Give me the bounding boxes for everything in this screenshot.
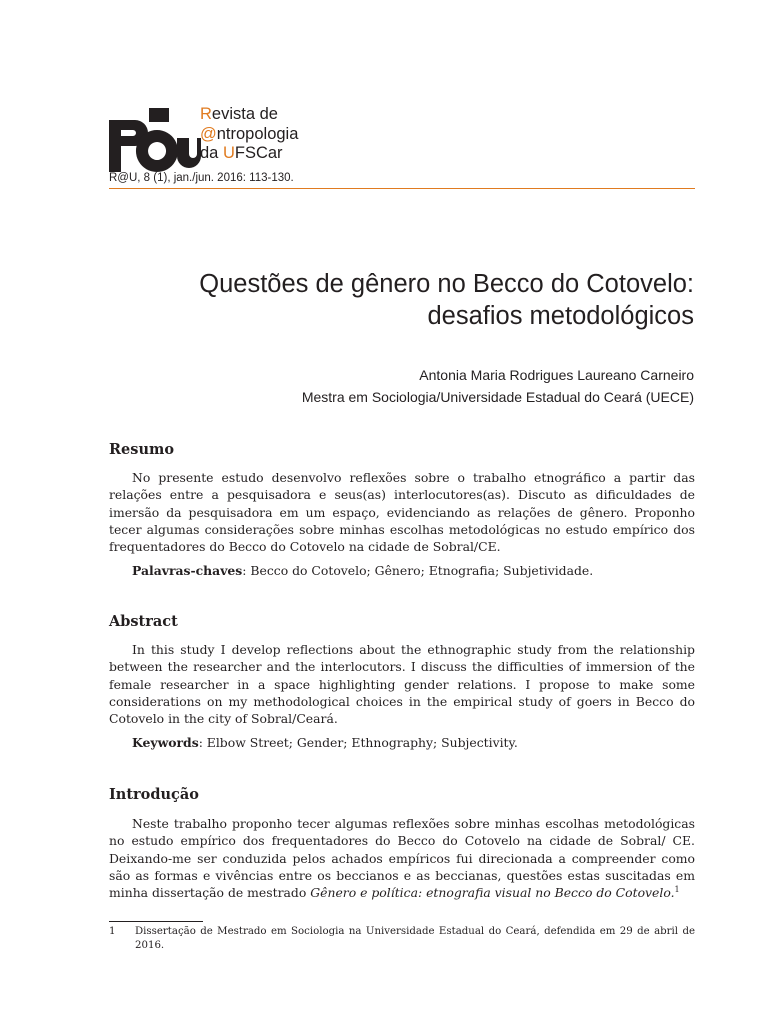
journal-logo xyxy=(109,108,201,172)
journal-line3-pre: da xyxy=(200,144,223,162)
author-affiliation: Mestra em Sociologia/Universidade Estadual do Ceará (UECE) xyxy=(301,389,694,405)
abstract-keywords-value: : Elbow Street; Gender; Ethnography; Subjectivity. xyxy=(198,735,518,750)
dissertation-title-end: . xyxy=(670,885,675,901)
journal-line2: ntropologia xyxy=(216,124,299,143)
journal-line3: FSCar xyxy=(234,144,283,162)
resumo-keywords xyxy=(132,562,695,579)
footnote-ref[interactable]: 1 xyxy=(674,885,680,895)
header-divider xyxy=(109,188,695,189)
intro-text xyxy=(109,815,695,901)
footnote xyxy=(109,925,695,953)
resumo-text: No presente estudo desenvolvo reflexões sobre o trabalho etnográfico a partir das relações entre a pesquisadora e seus(as) interlocutores(as). Discuto as dificuldades de imersão da pesquisadora em um espaço, evidenciando as relações de gênero. Proponho tecer algumas considerações sobre minhas escolhas metodológicas no estudo empírico dos frequentadores do Becco do Cotovelo na cidade de Sobral/CE. xyxy=(109,470,695,555)
dissertation-title: Gênero e política: etnografia visual no Becco do Cotovelo xyxy=(310,885,671,901)
citation: R@U, 8 (1), jan./jun. 2016: 113-130. xyxy=(109,172,294,184)
footnote-rule xyxy=(109,921,203,922)
journal-name xyxy=(200,105,298,164)
resumo-keywords-value: : Becco do Cotovelo; Gênero; Etnografia; Subjetividade. xyxy=(242,563,594,578)
journal-initial-at: @ xyxy=(200,124,217,143)
resumo-heading: Resumo xyxy=(109,441,174,458)
title-line-2: desafios metodológicos xyxy=(427,302,694,330)
abstract-keywords xyxy=(132,734,695,751)
author-name: Antonia Maria Rodrigues Laureano Carneiro xyxy=(419,367,694,383)
abstract-heading: Abstract xyxy=(109,613,178,630)
intro-heading: Introdução xyxy=(109,786,199,803)
article-title xyxy=(94,268,694,332)
title-line-1: Questões de gênero no Becco do Cotovelo: xyxy=(199,270,694,298)
journal-line1: evista de xyxy=(211,105,278,123)
journal-initial-u: U xyxy=(222,144,235,162)
abstract-text: In this study I develop reflections about the ethnographic study from the relationship between the researcher and the interlocutors. I discuss the difficulties of immersion of the female researcher in a space highlighting gender relations. I propose to make some considerations on my methodological choices in the empirical study of goers in Becco do Cotovelo in the city of Sobral/Ceará. xyxy=(109,642,695,727)
intro-body: Neste trabalho proponho tecer algumas reflexões sobre minhas escolhas metodológicas no estudo empírico dos frequentadores do Becco do Cotovelo na cidade de Sobral/ CE. Deixando-me ser conduzida pelos achados empíricos fui direcionada a compreender como são as formas e vivências entre os beccianos e as beccianas, questões estas suscitadas em minha dissertação de mestrado xyxy=(109,816,695,901)
abstract-keywords-label: Keywords xyxy=(132,735,199,750)
footnote-text: Dissertação de Mestrado em Sociologia na Universidade Estadual do Ceará, defendida em 29 de abril de 2016. xyxy=(135,926,695,951)
resumo-keywords-label: Palavras-chaves xyxy=(132,563,243,578)
journal-initial-r: R xyxy=(200,105,212,123)
footnote-number: 1 xyxy=(109,926,116,937)
